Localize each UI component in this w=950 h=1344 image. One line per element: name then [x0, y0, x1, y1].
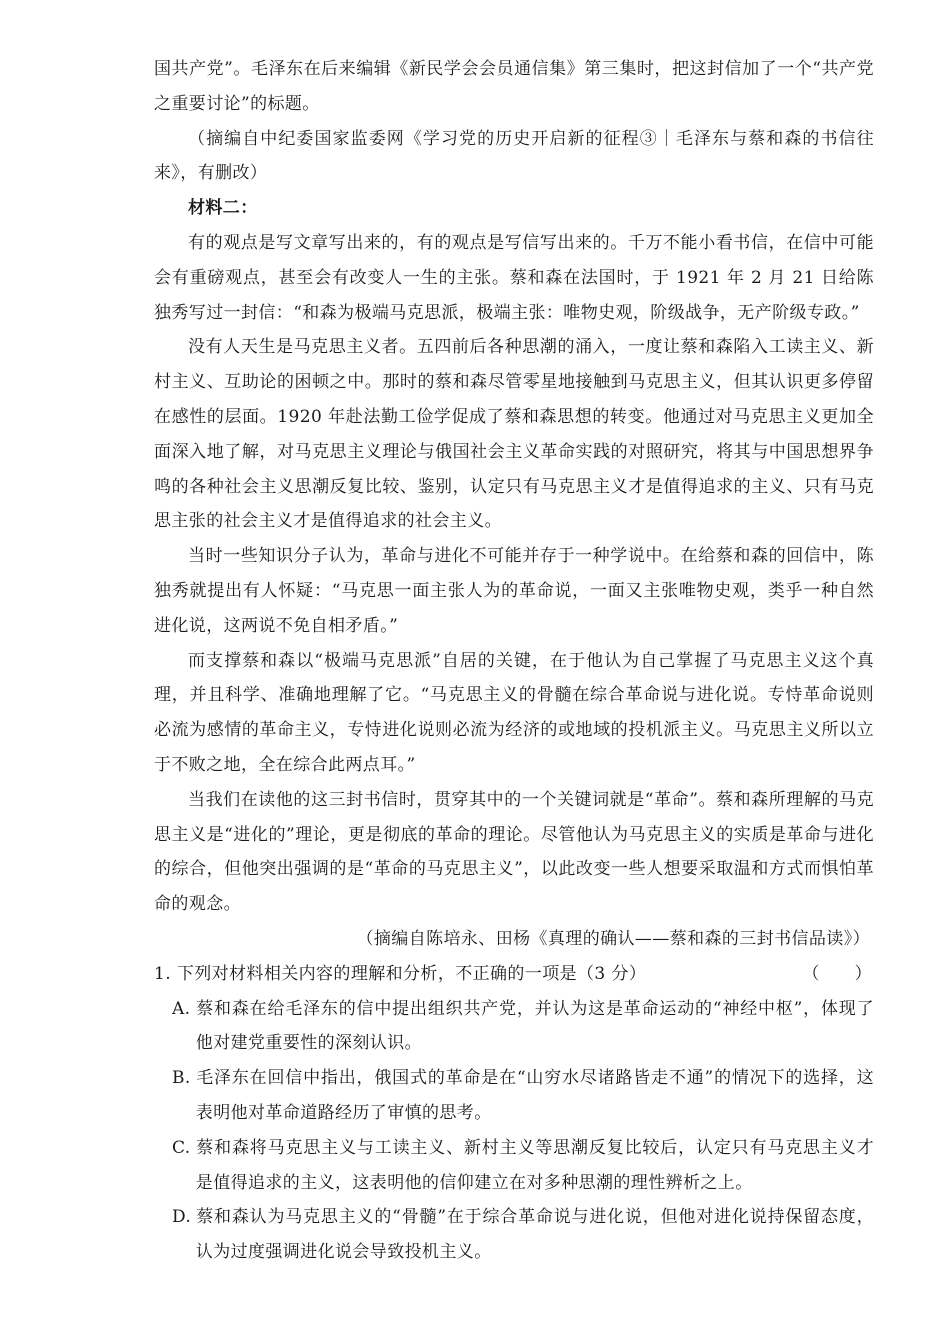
material1-tail-paragraph: 国共产党”。毛泽东在后来编辑《新民学会会员通信集》第三集时，把这封信加了一个“共产党之重要讨论”的标题。 — [154, 59, 874, 114]
option-text: 蔡和森认为马克思主义的“骨髓”在于综合革命说与进化说，但他对进化说持保留态度，认为过度强调进化说会导致投机主义。 — [195, 1207, 874, 1263]
option-letter: A. — [172, 998, 191, 1019]
material2-source: （摘编自陈培永、田杨《真理的确认——蔡和森的三封书信品读》） — [356, 928, 870, 949]
option-letter: D. — [172, 1207, 192, 1228]
material2-paragraph-1: 有的观点是写文章写出来的，有的观点是写信写出来的。千万不能小看书信，在信中可能会有重磅观点，甚至会有改变人一生的主张。蔡和森在法国时，于 1921 年 2 月 21 日给陈独秀写过一封信：“和森为极端马克思派，极端主张：唯物史观，阶级战争，无产阶级专政。” — [154, 232, 874, 323]
option-letter: B. — [172, 1068, 191, 1089]
answer-blank: （ ） — [802, 963, 872, 984]
option-c — [172, 1131, 874, 1201]
question-1 — [154, 957, 874, 992]
option-text: 蔡和森将马克思主义与工读主义、新村主义等思潮反复比较后，认定只有马克思主义才是值得追求的主义，这表明他的信仰建立在对多种思潮的理性辨析之上。 — [195, 1137, 874, 1193]
question-stem: 1. 下列对材料相关内容的理解和分析，不正确的一项是（3 分） — [154, 963, 647, 984]
material1-source: （摘编自中纪委国家监委网《学习党的历史开启新的征程③｜毛泽东与蔡和森的书信往来》，有删改） — [154, 128, 874, 184]
material2-paragraph-5: 当我们在读他的这三封书信时，贯穿其中的一个关键词就是“革命”。蔡和森所理解的马克思主义是“进化的”理论，更是彻底的革命的理论。尽管他认为马克思主义的实质是革命与进化的综合，但他突出强调的是“革命的马克思主义”，以此改变一些人想要采取温和方式而惧怕革命的观念。 — [154, 789, 874, 915]
material2-heading: 材料二： — [188, 198, 258, 219]
material2-paragraph-3: 当时一些知识分子认为，革命与进化不可能并存于一种学说中。在给蔡和森的回信中，陈独秀就提出有人怀疑：“马克思一面主张人为的革命说，一面又主张唯物史观，类乎一种自然进化说，这两说不免自相矛盾。” — [154, 546, 874, 636]
option-text: 毛泽东在回信中指出，俄国式的革命是在“山穷水尽诸路皆走不通”的情况下的选择，这表明他对革命道路经历了审慎的思考。 — [195, 1068, 874, 1123]
option-text: 蔡和森在给毛泽东的信中提出组织共产党，并认为这是革命运动的“神经中枢”，体现了他对建党重要性的深刻认识。 — [195, 998, 874, 1054]
option-d — [172, 1200, 874, 1270]
material2-paragraph-2: 没有人天生是马克思主义者。五四前后各种思潮的涌入，一度让蔡和森陷入工读主义、新村主义、互助论的困顿之中。那时的蔡和森尽管零星地接触到马克思主义，但其认识更多停留在感性的层面。1920 年赴法勤工俭学促成了蔡和森思想的转变。他通过对马克思主义更加全面深入地了解，对马克思主义理论与俄国社会主义革命实践的对照研究，将其与中国思想界争鸣的各种社会主义思潮反复比较、鉴别，认定只有马克思主义才是值得追求的主义、只有马克思主张的社会主义才是值得追求的社会主义。 — [154, 337, 874, 532]
option-letter: C. — [172, 1137, 191, 1158]
option-a — [172, 992, 874, 1062]
material2-paragraph-4: 而支撑蔡和森以“极端马克思派”自居的关键，在于他认为自己掌握了马克思主义这个真理，并且科学、准确地理解了它。“马克思主义的骨髓在综合革命说与进化说。专恃革命说则必流为感情的革命主义，专恃进化说则必流为经济的或地域的投机派主义。马克思主义所以立于不败之地，全在综合此两点耳。” — [154, 650, 874, 775]
option-b — [172, 1061, 874, 1131]
